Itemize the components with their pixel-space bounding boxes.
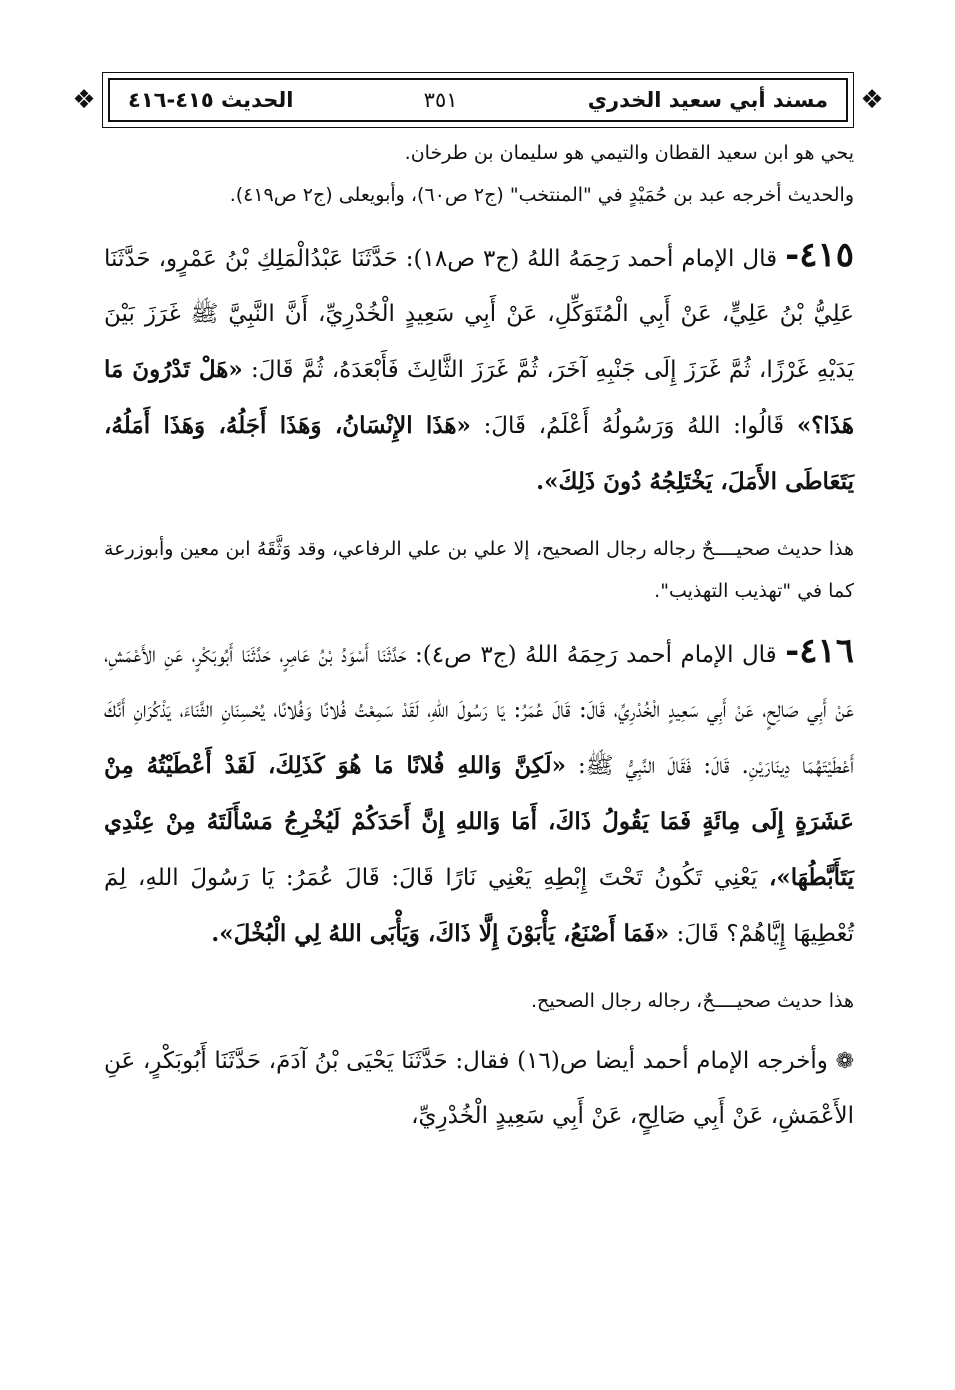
ornament-icon: ❖ [860, 85, 884, 115]
continuation-text [104, 1034, 854, 1144]
hadith-text: قَالُوا: اللهُ وَرَسُولُهُ أَعْلَمُ، قَالَ: [483, 413, 785, 439]
hadith-number: ٤١٦- [785, 631, 854, 671]
grading-note: هذا حديث صحيــــحٌ رجاله رجال الصحيح، إلا علي بن علي الرفاعي، وقد وَثَّقَهُ ابن معين وأبوزرعة كما في "تهذيب التهذيب". [104, 538, 854, 602]
prophetic-quote: «هَلْ تَدْرُونَ مَا هَذَا؟» [104, 356, 855, 439]
grading-note: هذا حديث صحيــــحٌ، رجاله رجال الصحيح. [531, 990, 854, 1012]
hadith-text: وأخرجه الإمام أحمد أيضا ص(١٦) فقال: حَدَّثَنَا يَحْيَى بْنُ آدَمَ، حَدَّثَنَا أَبُوبَكْرٍ، عَنِ الأَعْمَشِ، عَنْ أَبِي صَالِحٍ، عَنْ أَبِي سَعِيدٍ الْخُدْرِيِّ، [104, 1048, 854, 1129]
ornament-icon: ❖ [72, 85, 96, 115]
book-title: مسند أبي سعيد الخدري [587, 88, 828, 112]
hadith-number: ٤١٥- [785, 235, 855, 275]
prophetic-quote: «فَمَا أَصْنَعُ، يَأْبَوْنَ إِلَّا ذَاكَ، وَيَأْبَى اللهُ لِي الْبُخْلَ». [211, 920, 670, 947]
footnote-text: والحديث أخرجه عبد بن حُمَيْدٍ في "المنتخب" (ج٢ ص٦٠)، وأبويعلى (ج٢ ص٤١٩). [229, 184, 854, 206]
hadith-415 [104, 228, 854, 510]
prophetic-quote: «هَذَا الإِنْسَانُ، وَهَذَا أَجَلُهُ، وَهَذَا أَمَلُهُ، يَتَعَاطَى الأَمَلَ، يَخْتَلِجُهُ دُونَ ذَلِكَ». [104, 412, 854, 495]
flower-icon: ❁ [835, 1049, 854, 1074]
hadith-range: الحديث ٤١٥-٤١٦ [128, 88, 294, 112]
page-number: ٣٥١ [423, 88, 458, 112]
hadith-text: قال الإمام أحمد رَحِمَهُ اللهُ (ج٣ ص١٨): حَدَّثَنَا عَبْدُالْمَلِكِ بْنُ عَمْرٍو، حَدَّثَنَا عَلِيُّ بْنُ عَلِيٍّ، عَنْ أَبِي الْمُتَوَكِّلِ، عَنْ أَبِي سَعِيدٍ الْخُدْرِيِّ، أَنَّ النَّبِيَّ ﷺ غَرَزَ بَيْنَ يَدَيْهِ غَرْزًا، ثُمَّ غَرَزَ إِلَى جَنْبِهِ آخَرَ، ثُمَّ غَرَزَ الثَّالِثَ فَأَبْعَدَهُ، ثُمَّ قَالَ: [104, 246, 855, 383]
page-body [104, 132, 854, 1144]
hadith-416 [104, 624, 854, 962]
running-header [108, 78, 848, 122]
hadith-text: قال الإمام أحمد رَحِمَهُ اللهُ (ج٣ ص٤): حَدَّثَنَا أَسْوَدُ بْنُ عَامِرٍ، حَدَّثَنَا أَبُوبَكْرٍ، عَنِ الأَعْمَشِ، عَنْ أَبِي صَالِحٍ، عَنْ أَبِي سَعِيدٍ الْخُدْرِيِّ، قَالَ: قَالَ عُمَرُ: يَا رَسُولَ اللهِ، لَقَدْ سَمِعْتُ فُلانًا وَفُلانًا، يُحْسِنَانِ الثَّنَاءَ، يَذْكُرَانِ أَنَّكَ أَعْطَيْتَهُمَا دِينَارَيْنِ. قَالَ: فَقَالَ النَّبِيُّ ﷺ: [104, 642, 855, 779]
hadith-text: يَعْنِي تَكُونُ تَحْتَ إِبْطِهِ يَعْنِي نَارًا قَالَ: قَالَ عُمَرُ: يَا رَسُولَ اللهِ، لِمَ تُعْطِيهَا إِيَّاهُمْ؟ قَالَ: [104, 865, 854, 947]
prophetic-quote: «لَكِنَّ وَاللهِ فُلانًا مَا هُوَ كَذَلِكَ، لَقَدْ أَعْطَيْتُهُ مِنْ عَشَرَةٍ إِلَى مِائَةٍ فَمَا يَقُولُ ذَاكَ، أَمَا وَاللهِ إِنَّ أَحَدَكُمْ لَيُخْرِجُ مَسْأَلَتَهُ مِنْ عِنْدِي يَتَأَبَّطُهَا»، [104, 752, 854, 891]
footnote-text: يحي هو ابن سعيد القطان والتيمي هو سليمان بن طرخان. [404, 142, 854, 164]
